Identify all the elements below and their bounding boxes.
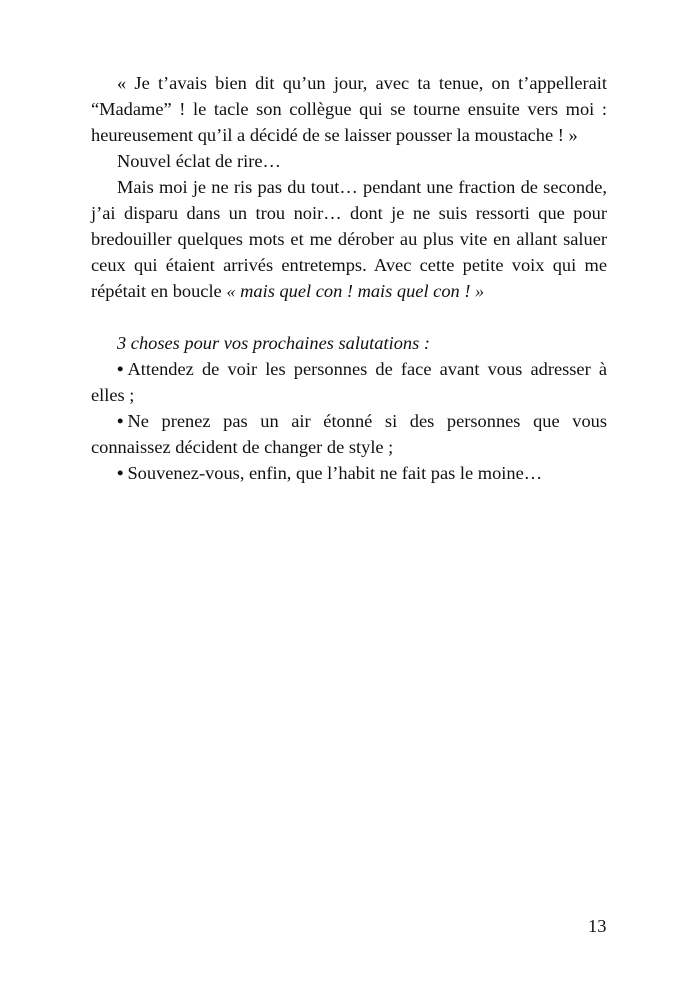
- tips-heading: 3 choses pour vos prochaines salutations :: [117, 333, 430, 353]
- tip-text: Ne prenez pas un air étonné si des personnes que vous connaissez décident de changer de style ;: [91, 411, 607, 457]
- tip-text: Attendez de voir les personnes de face avant vous adresser à elles ;: [91, 359, 607, 405]
- tip-item: [91, 460, 607, 486]
- paragraph-reaction-text: Mais moi je ne ris pas du tout… pendant une fraction de seconde, j’ai disparu dans un trou noir… dont je ne suis ressorti que pour bredouiller quelques mots et me dérober au plus vite en allant saluer ceux qui étaient arrivés entretemps. Avec cette petite voix qui me répétait en boucle: [91, 177, 607, 301]
- paragraph-quote: « Je t’avais bien dit qu’un jour, avec ta tenue, on t’appellerait “Madame” ! le tacle son collègue qui se tourne ensuite vers moi : heureusement qu’il a décidé de se laisser pousser la moustache ! »: [91, 73, 607, 145]
- italic-inner-quote: « mais quel con ! mais quel con ! »: [226, 281, 485, 301]
- bullet-icon: •: [117, 411, 124, 431]
- paragraph-reaction: [91, 174, 607, 304]
- tip-item: [91, 408, 607, 460]
- section-spacer: [91, 304, 607, 330]
- body-text: [91, 70, 607, 486]
- tip-text: Souvenez-vous, enfin, que l’habit ne fait pas le moine…: [127, 463, 543, 483]
- tip-item: [91, 356, 607, 408]
- page-number: 13: [588, 916, 607, 936]
- bullet-icon: •: [117, 359, 124, 379]
- paragraph-laughter: Nouvel éclat de rire…: [117, 151, 281, 171]
- bullet-icon: •: [117, 463, 124, 483]
